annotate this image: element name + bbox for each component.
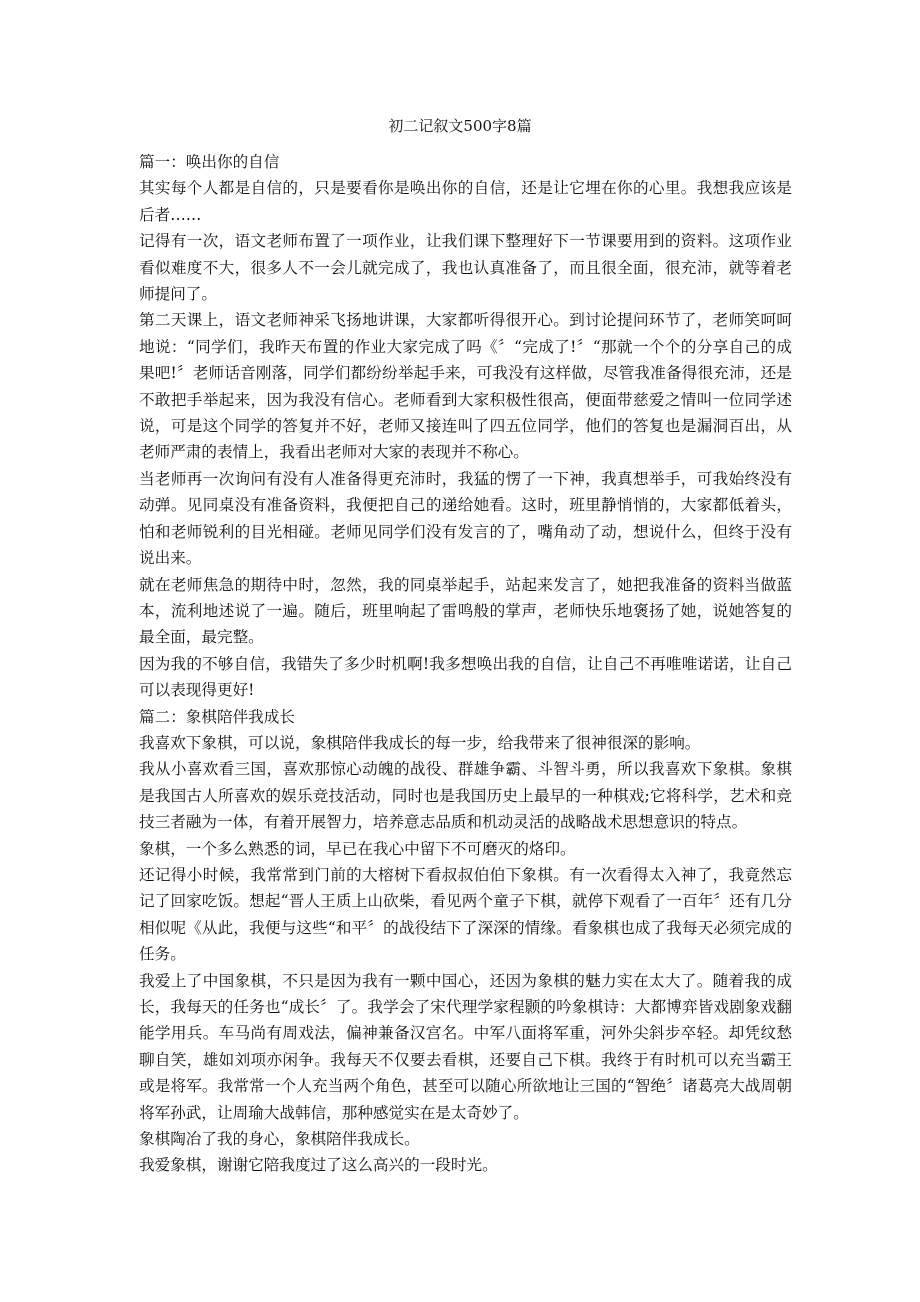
paragraph: 因为我的不够自信，我错失了多少时机啊!我多想唤出我的自信，让自己不再唯唯诺诺，让自己可以表现得更好! (139, 654, 792, 700)
paragraph: 我爱象棋，谢谢它陪我度过了这么高兴的一段时光。 (139, 1156, 498, 1175)
section-heading-2: 篇二：象棋陪伴我成长 (139, 707, 295, 726)
paragraph: 我爱上了中国象棋，不只是因为我有一颗中国心，还因为象棋的魅力实在太大了。随着我的成长，我每天的任务也“成长〞了。我学会了宋代理学家程颢的吟象棋诗：大都博弈皆戏剧象戏翻能学用兵。车马尚有周戏法，偏神兼备汉宫名。中军八面将军重，河外尖斜步卒轻。却凭纹愁聊自笑，雄如刘项亦闲争。我每天不仅要去看棋，还要自己下棋。我终于有时机可以充当霸王或是将军。我常常一个人充当两个角色，甚至可以随心所欲地让三国的“智绝〞诸葛亮大战周朝将军孙武，让周瑜大战韩信，那种感觉实在是太奇妙了。 (139, 971, 792, 1122)
paragraph: 第二天课上，语文老师神采飞扬地讲课，大家都听得很开心。到讨论提问环节了，老师笑呵呵地说：“同学们，我昨天布置的作业大家完成了吗《〞“完成了!〞“那就一个个的分享自己的成果吧!〞老师话音刚落，同学们都纷纷举起手来，可我没有这样做，尽管我准备得很充沛，还是不敢把手举起来，因为我没有信心。老师看到大家积极性很高，便面带慈爱之情叫一位同学述说，可是这个同学的答复并不好，老师又接连叫了四五位同学，他们的答复也是漏洞百出，从老师严肃的表情上，我看出老师对大家的表现并不称心。 (139, 311, 792, 462)
paragraph: 我喜欢下象棋，可以说，象棋陪伴我成长的每一步，给我带来了很神很深的影响。 (139, 733, 701, 752)
paragraph: 其实每个人都是自信的，只是要看你是唤出你的自信，还是让它埋在你的心里。我想我应该是后者…… (139, 179, 792, 224)
document-title: 初二记叙文500字8篇 (388, 117, 532, 135)
paragraph: 记得有一次，语文老师布置了一项作业，让我们课下整理好下一节课要用到的资料。这项作业看似难度不大，很多人不一会儿就完成了，我也认真准备了，而且很全面，很充沛，就等着老师提问了。 (139, 232, 792, 304)
paragraph: 当老师再一次询问有没有人准备得更充沛时，我猛的愣了一下神，我真想举手，可我始终没有动弹。见同桌没有准备资料，我便把自己的递给她看。这时，班里静悄悄的，大家都低着头，怕和老师锐利的目光相碰。老师见同学们没有发言的了，嘴角动了动，想说什么，但终于没有说出来。 (139, 469, 792, 568)
paragraph: 就在老师焦急的期待中时，忽然，我的同桌举起手，站起来发言了，她把我准备的资料当做蓝本，流利地述说了一遍。随后，班里响起了雷鸣般的掌声，老师快乐地褒扬了她，说她答复的最全面，最完整。 (139, 575, 792, 647)
paragraph: 还记得小时候，我常常到门前的大榕树下看叔叔伯伯下象棋。有一次看得太入神了，我竟然忘记了回家吃饭。想起“晋人王质上山砍柴，看见两个童子下棋，就停下观看了一百年〞还有几分相似呢《从此，我便与这些“和平〞的战役结下了深深的情缘。看象棋也成了我每天必须完成的任务。 (139, 865, 792, 964)
section-heading-1: 篇一：唤出你的自信 (139, 153, 280, 171)
paragraph: 我从小喜欢看三国，喜欢那惊心动魄的战役、群雄争霸、斗智斗勇，所以我喜欢下象棋。象棋是我国古人所喜欢的娱乐竞技活动，同时也是我国历史上最早的一种棋戏;它将科学，艺术和竞技三者融为一体，有着开展智力，培养意志品质和机动灵活的战略战术思想意识的特点。 (139, 760, 792, 832)
paragraph: 象棋，一个多么熟悉的词，早已在我心中留下不可磨灭的烙印。 (139, 839, 576, 858)
document-body (139, 149, 792, 1179)
paragraph: 象棋陶冶了我的身心，象棋陪伴我成长。 (139, 1130, 420, 1149)
